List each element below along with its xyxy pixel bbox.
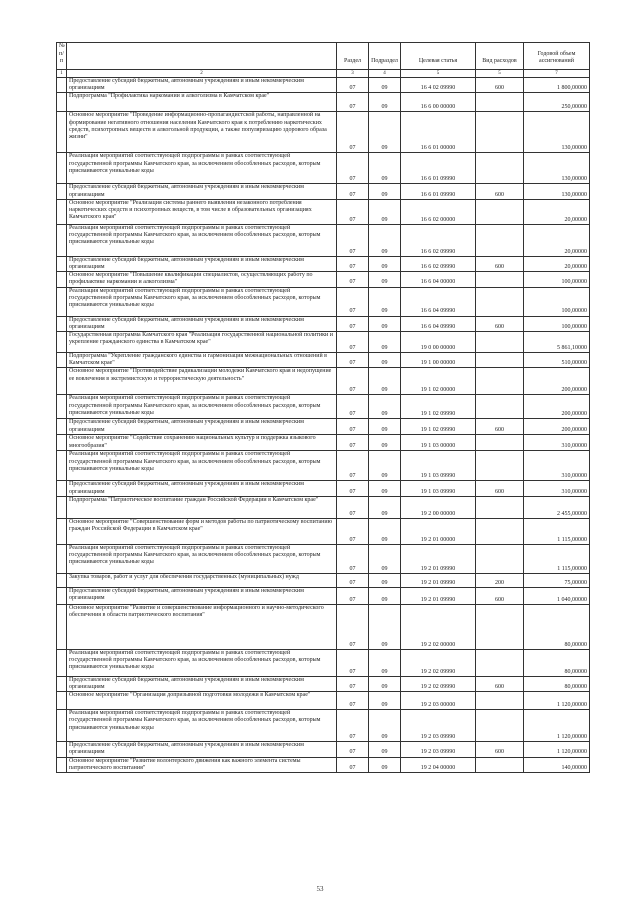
row-target-article: 19 2 02 09990 bbox=[401, 649, 476, 676]
row-name: Предоставление субсидий бюджетным, автономным учреждениям и иным некоммерческим организациям bbox=[67, 419, 337, 435]
row-section: 07 bbox=[337, 395, 369, 419]
table-row bbox=[57, 112, 590, 153]
row-number bbox=[57, 272, 67, 287]
row-name: Реализация мероприятий соответствующей подпрограммы в рамках соответствующей государственной программы Камчатского края, за исключением обособленных расходов, которым присваиваются уникальные коды bbox=[67, 224, 337, 256]
row-subsection: 09 bbox=[369, 199, 401, 224]
row-name: Предоставление субсидий бюджетным, автономным учреждениям и иным некоммерческим организациям bbox=[67, 676, 337, 691]
row-name: Основное мероприятие "Совершенствование форм и методов работы по патриотическому воспитанию граждан Российской Федерации в Камчатском крае" bbox=[67, 518, 337, 544]
row-subsection: 09 bbox=[369, 518, 401, 544]
row-target-article: 16 4 02 09990 bbox=[401, 78, 476, 93]
row-amount: 310,00000 bbox=[524, 451, 590, 481]
row-number bbox=[57, 256, 67, 271]
row-target-article: 19 2 01 09990 bbox=[401, 587, 476, 604]
row-section: 07 bbox=[337, 272, 369, 287]
table-row bbox=[57, 676, 590, 691]
row-target-article: 16 6 01 00000 bbox=[401, 112, 476, 153]
row-number bbox=[57, 451, 67, 481]
row-amount: 200,00000 bbox=[524, 419, 590, 435]
row-expense-type bbox=[476, 451, 524, 481]
row-number bbox=[57, 676, 67, 691]
row-subsection: 09 bbox=[369, 353, 401, 368]
row-subsection: 09 bbox=[369, 692, 401, 710]
row-subsection: 09 bbox=[369, 316, 401, 331]
row-section: 07 bbox=[337, 256, 369, 271]
row-name: Реализация мероприятий соответствующей подпрограммы в рамках соответствующей государственной программы Камчатского края, за исключением обособленных расходов, которым присваиваются уникальные коды bbox=[67, 544, 337, 573]
row-number bbox=[57, 587, 67, 604]
row-subsection: 09 bbox=[369, 496, 401, 518]
row-subsection: 09 bbox=[369, 676, 401, 691]
row-expense-type: 600 bbox=[476, 256, 524, 271]
row-target-article: 19 2 02 09990 bbox=[401, 676, 476, 691]
table-row bbox=[57, 451, 590, 481]
row-section: 07 bbox=[337, 676, 369, 691]
row-target-article: 19 1 02 09990 bbox=[401, 419, 476, 435]
row-subsection: 09 bbox=[369, 256, 401, 271]
row-expense-type bbox=[476, 518, 524, 544]
row-expense-type bbox=[476, 368, 524, 395]
row-expense-type: 600 bbox=[476, 481, 524, 496]
row-expense-type: 600 bbox=[476, 587, 524, 604]
row-name: Предоставление субсидий бюджетным, автономным учреждениям и иным некоммерческим организациям bbox=[67, 78, 337, 93]
row-expense-type bbox=[476, 353, 524, 368]
table-row bbox=[57, 184, 590, 199]
row-subsection: 09 bbox=[369, 604, 401, 649]
column-number-row bbox=[57, 70, 590, 78]
row-number bbox=[57, 78, 67, 93]
row-target-article: 19 2 02 00000 bbox=[401, 604, 476, 649]
row-expense-type bbox=[476, 604, 524, 649]
column-number: 7 bbox=[524, 70, 590, 78]
table-row bbox=[57, 353, 590, 368]
row-name: Основное мероприятие "Организация допризывной подготовки молодежи в Камчатском крае" bbox=[67, 692, 337, 710]
row-amount: 1 120,00000 bbox=[524, 710, 590, 742]
row-amount: 130,00000 bbox=[524, 153, 590, 184]
row-subsection: 09 bbox=[369, 287, 401, 316]
row-expense-type bbox=[476, 649, 524, 676]
header-razdel: Раздел bbox=[337, 43, 369, 70]
row-name: Государственная программа Камчатского края "Реализация государственной национальной политики и укрепление гражданского единства в Камчатском крае" bbox=[67, 332, 337, 353]
row-subsection: 09 bbox=[369, 93, 401, 112]
row-subsection: 09 bbox=[369, 435, 401, 451]
row-amount: 200,00000 bbox=[524, 395, 590, 419]
row-number bbox=[57, 153, 67, 184]
row-amount: 1 800,00000 bbox=[524, 78, 590, 93]
row-number bbox=[57, 224, 67, 256]
row-amount: 510,00000 bbox=[524, 353, 590, 368]
row-number bbox=[57, 353, 67, 368]
row-number bbox=[57, 395, 67, 419]
row-section: 07 bbox=[337, 199, 369, 224]
row-subsection: 09 bbox=[369, 224, 401, 256]
row-number bbox=[57, 184, 67, 199]
row-target-article: 16 6 04 09990 bbox=[401, 316, 476, 331]
row-name: Основное мероприятие "Реализация системы раннего выявления незаконного потребления наркотических средств и психотропных веществ, в том числе в образовательных организациях Камчатского края" bbox=[67, 199, 337, 224]
row-expense-type: 600 bbox=[476, 742, 524, 757]
column-number: 3 bbox=[337, 70, 369, 78]
header-expense-type: Вид расходов bbox=[476, 43, 524, 70]
column-number: 5 bbox=[401, 70, 476, 78]
row-target-article: 16 6 01 09990 bbox=[401, 184, 476, 199]
row-name: Основное мероприятие "Противодействие радикализации молодежи Камчатского края и недопущение ее вовлечения в экстремистскую и террористическую деятельность" bbox=[67, 368, 337, 395]
row-name: Реализация мероприятий соответствующей подпрограммы в рамках соответствующей государственной программы Камчатского края, за исключением обособленных расходов, которым присваиваются уникальные коды bbox=[67, 153, 337, 184]
row-expense-type: 600 bbox=[476, 316, 524, 331]
row-section: 07 bbox=[337, 481, 369, 496]
row-amount: 20,00000 bbox=[524, 199, 590, 224]
row-section: 07 bbox=[337, 184, 369, 199]
row-number bbox=[57, 573, 67, 587]
row-amount: 80,00000 bbox=[524, 604, 590, 649]
row-amount: 20,00000 bbox=[524, 256, 590, 271]
row-number bbox=[57, 649, 67, 676]
row-target-article: 19 2 03 09990 bbox=[401, 742, 476, 757]
row-number bbox=[57, 481, 67, 496]
row-target-article: 19 1 03 09990 bbox=[401, 481, 476, 496]
row-section: 07 bbox=[337, 544, 369, 573]
row-subsection: 09 bbox=[369, 184, 401, 199]
header-target-article: Целевая статья bbox=[401, 43, 476, 70]
row-amount: 80,00000 bbox=[524, 649, 590, 676]
row-number bbox=[57, 544, 67, 573]
table-row bbox=[57, 435, 590, 451]
row-expense-type bbox=[476, 199, 524, 224]
row-amount: 250,00000 bbox=[524, 93, 590, 112]
row-subsection: 09 bbox=[369, 573, 401, 587]
row-name: Реализация мероприятий соответствующей подпрограммы в рамках соответствующей государственной программы Камчатского края, за исключением обособленных расходов, которым присваиваются уникальные коды bbox=[67, 710, 337, 742]
row-amount: 140,00000 bbox=[524, 757, 590, 772]
row-name: Предоставление субсидий бюджетным, автономным учреждениям и иным некоммерческим организациям bbox=[67, 481, 337, 496]
row-amount: 1 115,00000 bbox=[524, 544, 590, 573]
header-name bbox=[67, 43, 337, 70]
row-expense-type bbox=[476, 332, 524, 353]
row-number bbox=[57, 757, 67, 772]
row-section: 07 bbox=[337, 587, 369, 604]
table-row bbox=[57, 272, 590, 287]
row-subsection: 09 bbox=[369, 451, 401, 481]
row-subsection: 09 bbox=[369, 544, 401, 573]
row-section: 07 bbox=[337, 518, 369, 544]
row-amount: 310,00000 bbox=[524, 481, 590, 496]
row-name: Реализация мероприятий соответствующей подпрограммы в рамках соответствующей государственной программы Камчатского края, за исключением обособленных расходов, которым присваиваются уникальные коды bbox=[67, 287, 337, 316]
row-number bbox=[57, 435, 67, 451]
table-row bbox=[57, 419, 590, 435]
row-section: 07 bbox=[337, 353, 369, 368]
row-section: 07 bbox=[337, 93, 369, 112]
row-name: Предоставление субсидий бюджетным, автономным учреждениям и иным некоммерческим организациям bbox=[67, 256, 337, 271]
row-target-article: 16 6 01 09990 bbox=[401, 153, 476, 184]
row-subsection: 09 bbox=[369, 419, 401, 435]
row-subsection: 09 bbox=[369, 649, 401, 676]
table-row bbox=[57, 742, 590, 757]
row-number bbox=[57, 332, 67, 353]
table-row bbox=[57, 332, 590, 353]
table-row bbox=[57, 692, 590, 710]
row-expense-type: 600 bbox=[476, 184, 524, 199]
row-name: Реализация мероприятий соответствующей подпрограммы в рамках соответствующей государственной программы Камчатского края, за исключением обособленных расходов, которым присваиваются уникальные коды bbox=[67, 649, 337, 676]
row-section: 07 bbox=[337, 287, 369, 316]
row-expense-type: 600 bbox=[476, 419, 524, 435]
row-amount: 130,00000 bbox=[524, 184, 590, 199]
row-name: Подпрограмма "Патриотическое воспитание граждан Российской Федерации в Камчатском крае" bbox=[67, 496, 337, 518]
column-number: 2 bbox=[67, 70, 337, 78]
row-section: 07 bbox=[337, 692, 369, 710]
row-section: 07 bbox=[337, 368, 369, 395]
column-number: 5 bbox=[476, 70, 524, 78]
table-row bbox=[57, 199, 590, 224]
table-row bbox=[57, 496, 590, 518]
row-name: Основное мероприятие "Развитие и совершенствование информационного и научно-методического обеспечения в области патриотического воспитания" bbox=[67, 604, 337, 649]
row-target-article: 19 1 03 00000 bbox=[401, 435, 476, 451]
row-subsection: 09 bbox=[369, 368, 401, 395]
row-amount: 310,00000 bbox=[524, 435, 590, 451]
row-amount: 2 455,00000 bbox=[524, 496, 590, 518]
row-expense-type bbox=[476, 224, 524, 256]
row-target-article: 19 2 01 00000 bbox=[401, 518, 476, 544]
row-amount: 100,00000 bbox=[524, 287, 590, 316]
row-target-article: 19 1 03 09990 bbox=[401, 451, 476, 481]
row-target-article: 16 6 02 09990 bbox=[401, 224, 476, 256]
table-row bbox=[57, 649, 590, 676]
row-subsection: 09 bbox=[369, 112, 401, 153]
row-subsection: 09 bbox=[369, 272, 401, 287]
row-amount: 100,00000 bbox=[524, 272, 590, 287]
row-target-article: 19 2 01 09990 bbox=[401, 573, 476, 587]
row-target-article: 16 6 04 00000 bbox=[401, 272, 476, 287]
table-row bbox=[57, 395, 590, 419]
row-section: 07 bbox=[337, 78, 369, 93]
row-subsection: 09 bbox=[369, 78, 401, 93]
row-number bbox=[57, 419, 67, 435]
row-section: 07 bbox=[337, 710, 369, 742]
row-amount: 1 040,00000 bbox=[524, 587, 590, 604]
row-number bbox=[57, 692, 67, 710]
budget-table bbox=[56, 42, 590, 773]
row-subsection: 09 bbox=[369, 481, 401, 496]
row-number bbox=[57, 287, 67, 316]
row-target-article: 19 2 03 09990 bbox=[401, 710, 476, 742]
row-amount: 1 120,00000 bbox=[524, 692, 590, 710]
table-row bbox=[57, 316, 590, 331]
row-target-article: 19 2 00 00000 bbox=[401, 496, 476, 518]
table-row bbox=[57, 368, 590, 395]
row-expense-type bbox=[476, 757, 524, 772]
column-number: 4 bbox=[369, 70, 401, 78]
row-subsection: 09 bbox=[369, 757, 401, 772]
row-name: Основное мероприятие "Развитие волонтерского движения как важного элемента системы патриотического воспитания" bbox=[67, 757, 337, 772]
row-target-article: 19 1 02 00000 bbox=[401, 368, 476, 395]
row-target-article: 19 0 00 00000 bbox=[401, 332, 476, 353]
table-row bbox=[57, 224, 590, 256]
row-number bbox=[57, 368, 67, 395]
row-target-article: 16 6 02 00000 bbox=[401, 199, 476, 224]
row-number bbox=[57, 518, 67, 544]
row-expense-type bbox=[476, 544, 524, 573]
row-section: 07 bbox=[337, 573, 369, 587]
row-expense-type bbox=[476, 710, 524, 742]
row-subsection: 09 bbox=[369, 332, 401, 353]
row-section: 07 bbox=[337, 224, 369, 256]
header-row bbox=[57, 43, 590, 70]
row-target-article: 16 6 00 00000 bbox=[401, 93, 476, 112]
row-target-article: 16 6 02 09990 bbox=[401, 256, 476, 271]
header-podrazdel: Подраздел bbox=[369, 43, 401, 70]
table-row bbox=[57, 544, 590, 573]
page-number: 53 bbox=[316, 885, 324, 893]
row-name: Подпрограмма "Профилактика наркомании и алкоголизма в Камчатском крае" bbox=[67, 93, 337, 112]
row-expense-type bbox=[476, 395, 524, 419]
row-amount: 1 120,00000 bbox=[524, 742, 590, 757]
row-section: 07 bbox=[337, 496, 369, 518]
row-name: Предоставление субсидий бюджетным, автономным учреждениям и иным некоммерческим организациям bbox=[67, 587, 337, 604]
row-name: Основное мероприятие "Повышение квалификации специалистов, осуществляющих работу по профилактике наркомании и алкоголизма" bbox=[67, 272, 337, 287]
row-number bbox=[57, 112, 67, 153]
table-row bbox=[57, 153, 590, 184]
row-section: 07 bbox=[337, 112, 369, 153]
row-amount: 200,00000 bbox=[524, 368, 590, 395]
row-expense-type bbox=[476, 153, 524, 184]
row-expense-type: 600 bbox=[476, 676, 524, 691]
row-number bbox=[57, 316, 67, 331]
row-amount: 20,00000 bbox=[524, 224, 590, 256]
row-section: 07 bbox=[337, 332, 369, 353]
row-amount: 80,00000 bbox=[524, 676, 590, 691]
row-name: Закупка товаров, работ и услуг для обеспечения государственных (муниципальных) нужд bbox=[67, 573, 337, 587]
header-annual-amount: Годовой объем ассигнований bbox=[524, 43, 590, 70]
row-section: 07 bbox=[337, 451, 369, 481]
row-amount: 130,00000 bbox=[524, 112, 590, 153]
row-amount: 5 861,10000 bbox=[524, 332, 590, 353]
row-target-article: 19 2 03 00000 bbox=[401, 692, 476, 710]
row-name: Реализация мероприятий соответствующей подпрограммы в рамках соответствующей государственной программы Камчатского края, за исключением обособленных расходов, которым присваиваются уникальные коды bbox=[67, 395, 337, 419]
row-section: 07 bbox=[337, 742, 369, 757]
header-num: № п/п bbox=[57, 43, 67, 70]
row-section: 07 bbox=[337, 316, 369, 331]
row-target-article: 19 2 04 00000 bbox=[401, 757, 476, 772]
row-subsection: 09 bbox=[369, 742, 401, 757]
table-row bbox=[57, 256, 590, 271]
row-expense-type bbox=[476, 496, 524, 518]
budget-sheet bbox=[56, 42, 589, 773]
row-name: Предоставление субсидий бюджетным, автономным учреждениям и иным некоммерческим организациям bbox=[67, 316, 337, 331]
row-expense-type bbox=[476, 287, 524, 316]
row-name: Подпрограмма "Укрепление гражданского единства и гармонизация межнациональных отношений в Камчатском крае" bbox=[67, 353, 337, 368]
row-name: Предоставление субсидий бюджетным, автономным учреждениям и иным некоммерческим организациям bbox=[67, 184, 337, 199]
row-number bbox=[57, 742, 67, 757]
row-section: 07 bbox=[337, 757, 369, 772]
table-row bbox=[57, 573, 590, 587]
table-row bbox=[57, 287, 590, 316]
row-subsection: 09 bbox=[369, 153, 401, 184]
row-number bbox=[57, 93, 67, 112]
row-section: 07 bbox=[337, 419, 369, 435]
row-section: 07 bbox=[337, 604, 369, 649]
row-expense-type bbox=[476, 93, 524, 112]
row-section: 07 bbox=[337, 153, 369, 184]
row-name: Основное мероприятие "Содействие сохранению национальных культур и поддержка языкового многообразия" bbox=[67, 435, 337, 451]
row-amount: 100,00000 bbox=[524, 316, 590, 331]
row-expense-type bbox=[476, 692, 524, 710]
row-expense-type bbox=[476, 112, 524, 153]
table-row bbox=[57, 587, 590, 604]
row-section: 07 bbox=[337, 649, 369, 676]
row-name: Основное мероприятие "Проведение информационно-пропагандистской работы, направленной на формирование негативного отношения населения Камчатского края к потреблению наркотических средств, психотропных веществ и алкогольной продукции, а также популяризацию здорового образа жизни" bbox=[67, 112, 337, 153]
table-row bbox=[57, 710, 590, 742]
table-row bbox=[57, 604, 590, 649]
row-target-article: 19 2 01 09990 bbox=[401, 544, 476, 573]
row-subsection: 09 bbox=[369, 587, 401, 604]
table-row bbox=[57, 518, 590, 544]
row-target-article: 19 1 00 00000 bbox=[401, 353, 476, 368]
table-row bbox=[57, 78, 590, 93]
row-amount: 1 115,00000 bbox=[524, 518, 590, 544]
row-expense-type: 200 bbox=[476, 573, 524, 587]
row-target-article: 16 6 04 09990 bbox=[401, 287, 476, 316]
row-number bbox=[57, 199, 67, 224]
row-section: 07 bbox=[337, 435, 369, 451]
row-expense-type bbox=[476, 272, 524, 287]
row-subsection: 09 bbox=[369, 395, 401, 419]
row-number bbox=[57, 604, 67, 649]
row-amount: 75,00000 bbox=[524, 573, 590, 587]
table-row bbox=[57, 93, 590, 112]
row-target-article: 19 1 02 09990 bbox=[401, 395, 476, 419]
column-number: 1 bbox=[57, 70, 67, 78]
row-name: Предоставление субсидий бюджетным, автономным учреждениям и иным некоммерческим организациям bbox=[67, 742, 337, 757]
row-name: Реализация мероприятий соответствующей подпрограммы в рамках соответствующей государственной программы Камчатского края, за исключением обособленных расходов, которым присваиваются уникальные коды bbox=[67, 451, 337, 481]
row-number bbox=[57, 496, 67, 518]
table-body bbox=[57, 78, 590, 773]
row-expense-type bbox=[476, 435, 524, 451]
row-subsection: 09 bbox=[369, 710, 401, 742]
row-expense-type: 600 bbox=[476, 78, 524, 93]
table-row bbox=[57, 481, 590, 496]
row-number bbox=[57, 710, 67, 742]
table-row bbox=[57, 757, 590, 772]
